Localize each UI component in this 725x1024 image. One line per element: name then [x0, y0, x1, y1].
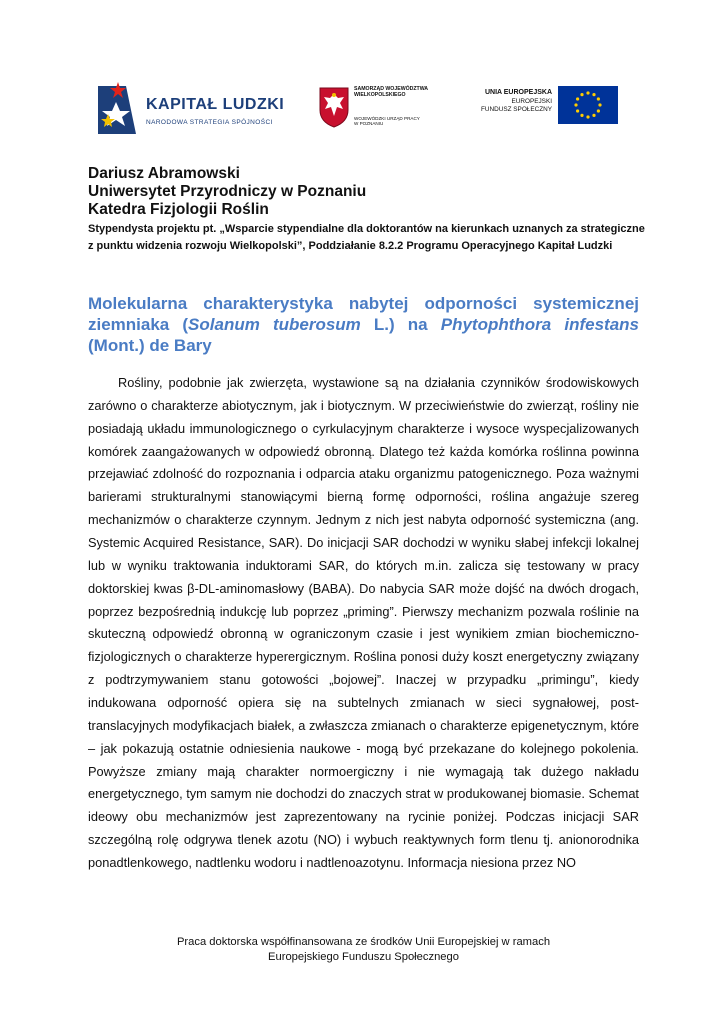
eu-star-icon — [586, 91, 589, 94]
samorzad-line4: W POZNANIU — [354, 121, 384, 127]
eu-star-icon — [598, 103, 601, 106]
unia-europejska-logo — [470, 86, 620, 126]
logo-bar — [0, 72, 725, 142]
eu-star-icon — [580, 93, 583, 96]
author-name: Dariusz Abramowski — [88, 165, 240, 182]
eu-star-icon — [574, 103, 577, 106]
title-text-1: Molekularna charakterystyka nabytej odporności systemicznej ziemniaka ( — [88, 294, 639, 334]
funding-footer — [88, 935, 639, 965]
eu-flag-icon — [558, 86, 618, 124]
ue-line1: UNIA EUROPEJSKA — [484, 89, 552, 96]
stipend-note: Stypendysta projektu pt. „Wsparcie stypendialne dla doktorantów na kierunkach uznanych za strategiczne z punktu widzenia rozwoju Wielkopolski”, Poddziałanie 8.2.2 Programu Operacyjnego Kapitał Ludzki — [88, 223, 645, 252]
eu-star-icon — [597, 109, 600, 112]
title-text-2: L.) na — [360, 315, 441, 334]
eu-star-icon — [580, 114, 583, 117]
author-block — [88, 165, 648, 254]
ue-line3: FUNDUSZ SPOŁECZNY — [480, 106, 552, 113]
eu-star-icon — [592, 93, 595, 96]
samorzad-line1: SAMORZĄD WOJEWÓDZTWA — [354, 86, 429, 92]
title-species-2: Phytophthora infestans — [440, 315, 639, 334]
eu-star-icon — [586, 115, 589, 118]
eu-star-icon — [592, 114, 595, 117]
kapital-ludzki-subtitle: NARODOWA STRATEGIA SPÓJNOŚCI — [146, 119, 273, 126]
samorzad-line3: WOJEWÓDZKI URZĄD PRACY — [354, 116, 420, 121]
eu-star-icon — [576, 97, 579, 100]
samorzad-wielkopolska-logo — [318, 82, 448, 142]
paper-title — [88, 293, 639, 356]
kapital-ludzki-emblem-icon — [96, 78, 144, 138]
eagle-crest-icon — [318, 86, 350, 128]
title-text-3: (Mont.) de Bary — [88, 336, 212, 355]
kapital-ludzki-title: KAPITAŁ LUDZKI — [146, 96, 285, 113]
author-university: Uniwersytet Przyrodniczy w Poznaniu — [88, 183, 367, 200]
kapital-ludzki-logo — [96, 78, 286, 138]
samorzad-line2: WIELKOPOLSKIEGO — [354, 92, 406, 99]
body-paragraph: Rośliny, podobnie jak zwierzęta, wystawione są na działania czynników środowiskowych zarówno o charakterze abiotycznym, jak i biotycznym. W przeciwieństwie do zwierząt, rośliny nie posiadają układu immunologicznego o cyrkulacyjnym charakterze i wysoce wyspecjalizowanych komórek zaangażowanych w odpowiedź obronną. Dlatego też każda komórka roślinna powinna przejawiać zdolność do rozpoznania i odparcia ataku organizmu patogenicznego. Poza ważnymi barierami strukturalnymi stanowiącymi bierną formę odporności, roślina angażuje szereg mechanizmów o charakterze czynnym. Jednym z nich jest nabyta odporność systemiczna (ang. Systemic Acquired Resistance, SAR). Do inicjacji SAR dochodzi w wyniku słabej infekcji lokalnej lub w wyniku traktowania induktorami SAR, do których m.in. zalicza się testowany w pracy doktorskiej kwas β-DL-aminomasłowy (BABA). Do nabycia SAR może dojść na dwóch drogach, poprzez bezpośrednią indukcję lub poprzez „priming”. Pierwszy mechanizm pozwala roślinie na skuteczną odpowiedź obronną w ograniczonym czasie i jest wynikiem zmian biochemiczno-fizjologicznych o charakterze hyperergicznym. Roślina ponosi duży koszt energetyczny związany z podtrzymywaniem stanu gotowości „bojowej”. Inaczej w przypadku „primingu”, kiedy indukowana odporność opiera się na subtelnych zmianach w sieci sygnałowej, post-translacyjnych modyfikacjach białek, a zwłaszcza zmianach o charakterze epigenetycznym, które – jak pokazują ostatnie odniesienia naukowe - mogą być przekazane do kolejnego pokolenia. Powyższe zmiany mają charakter normoergiczny i nie wymagają tak dużego nakładu energetycznego, tym samym nie dochodzi do znaczych strat w produkowanej biomasie. Schemat ideowy obu mechanizmów jest zaprezentowany na rycinie poniżej. Podczas inicjacji SAR szczególną rolę odgrywa tlenek azotu (NO) i wybuch reaktywnych form tlenu tj. anionorodnika ponadtlenkowego, nadtlenku wodoru i nadtlenoazotynu. Informacja niesiona przez NO — [88, 375, 639, 871]
title-species-1: Solanum tuberosum — [188, 315, 361, 334]
body-text — [88, 372, 639, 875]
footer-line2: Europejskiego Funduszu Społecznego — [268, 951, 459, 963]
ue-line2: EUROPEJSKI — [511, 97, 552, 105]
author-department: Katedra Fizjologii Roślin — [88, 201, 269, 218]
eu-star-icon — [576, 109, 579, 112]
footer-line1: Praca doktorska współfinansowana ze środków Unii Europejskiej w ramach — [176, 936, 551, 948]
eu-star-icon — [597, 97, 600, 100]
